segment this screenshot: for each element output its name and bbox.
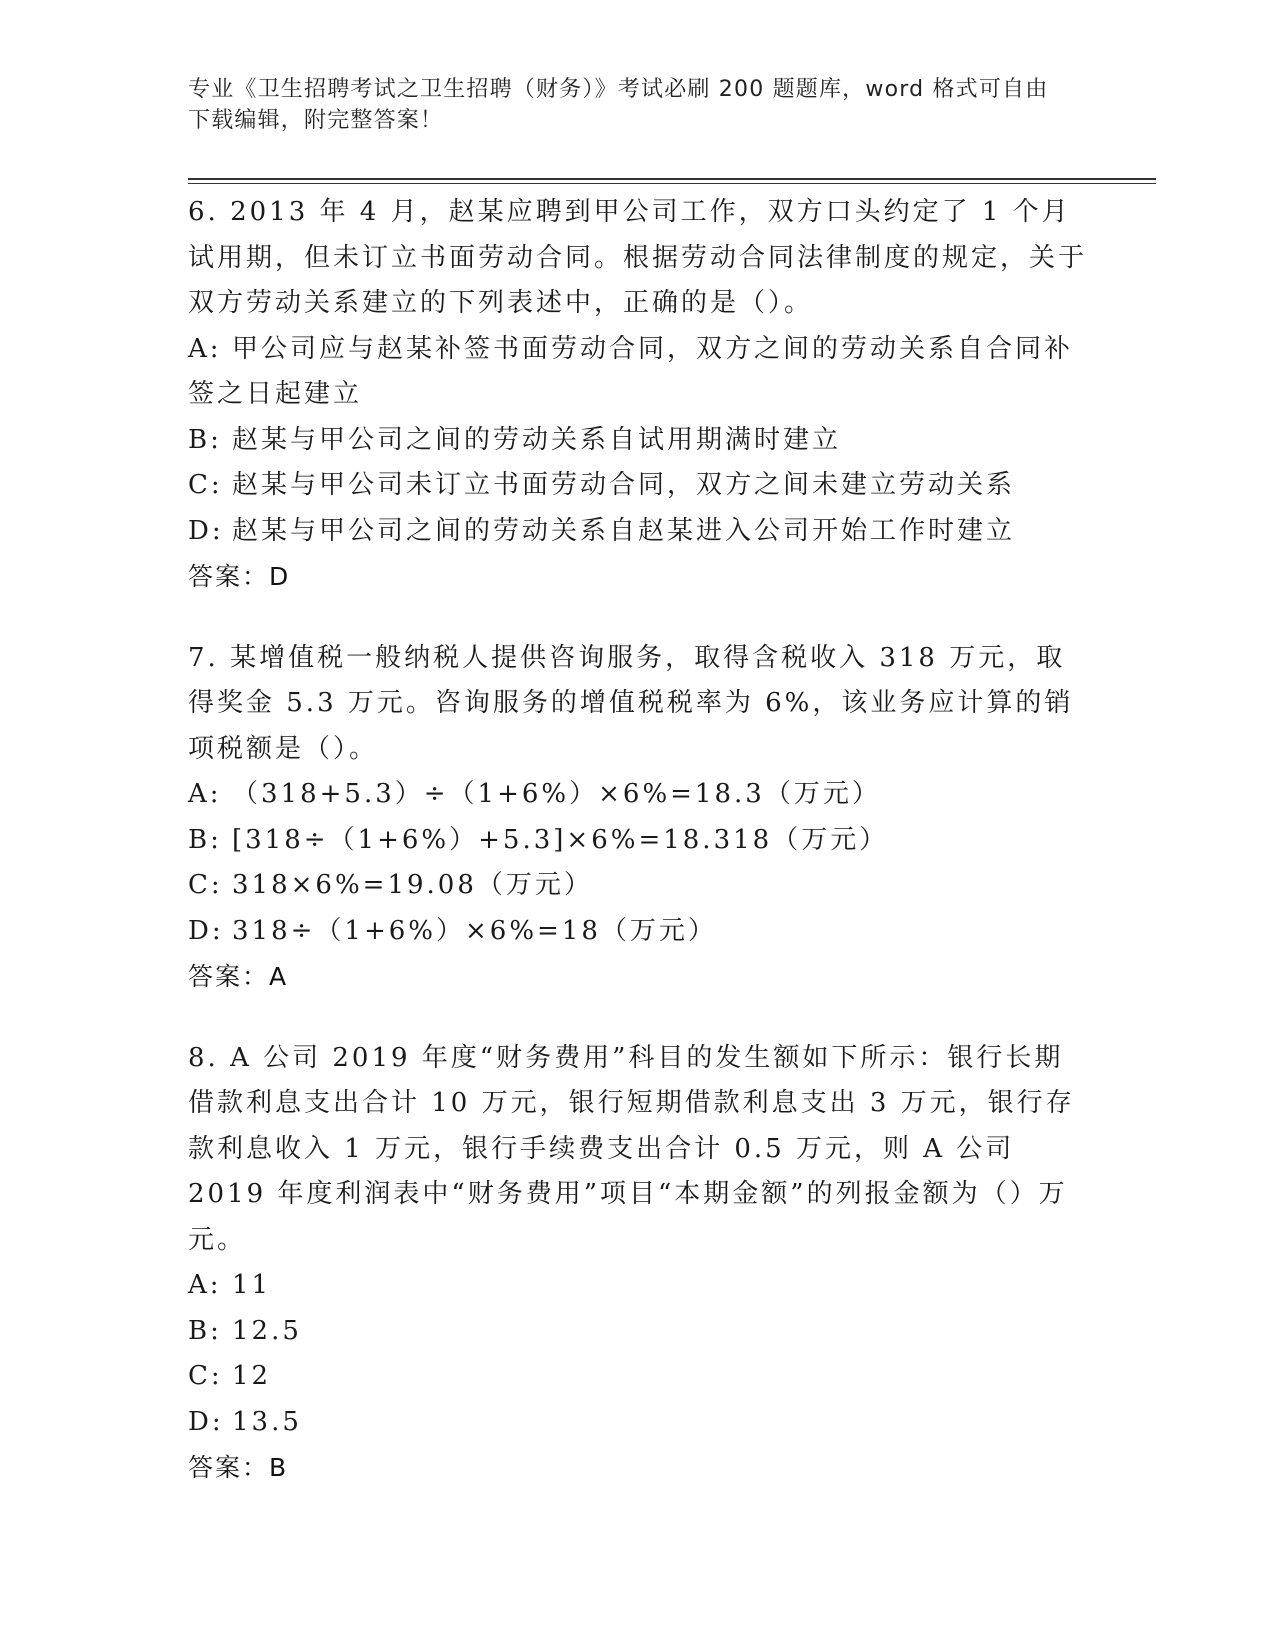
option-a [188,772,1088,818]
option-b [188,418,1088,464]
option-text: 甲公司应与赵某补签书面劳动合同，双方之间的劳动关系自合同补签之日起建立 [188,333,1074,409]
option-d [188,509,1088,555]
option-text: 12 [232,1361,272,1391]
option-text: 13.5 [232,1406,302,1437]
option-text: 赵某与甲公司未订立书面劳动合同，双方之间未建立劳动关系 [232,470,1016,500]
option-key: B: [188,824,222,855]
option-c [188,863,1088,909]
question-7 [188,636,1088,1000]
answer-label: 答案：D [188,562,291,591]
option-text: 11 [232,1270,272,1300]
question-8 [188,1036,1088,1491]
option-a [188,1263,1088,1309]
question-text: 8. A 公司 2019 年度“财务费用”科目的发生额如下所示：银行长期借款利息支出合计 10 万元，银行短期借款利息支出 3 万元，银行存款利息收入 1 万元，银行手续费支出合计 0.5 万元，则 A 公司 2019 年度利润表中“财务费用”项目“本期金额”的列报金额为（）万元。 [188,1042,1075,1255]
header-divider-thin [188,183,1156,184]
option-key: C: [188,1361,223,1391]
header-divider-thick [188,178,1156,180]
option-key: A: [188,779,222,809]
option-c [188,1354,1088,1400]
option-key: D: [188,515,224,546]
option-a [188,327,1088,418]
document-header [188,74,1068,136]
option-text: 12.5 [232,1315,302,1346]
option-b [188,818,1088,864]
option-key: D: [188,1406,224,1437]
option-text: 318×6%=19.08（万元） [232,870,593,900]
option-key: C: [188,870,223,900]
option-c [188,463,1088,509]
option-d [188,909,1088,955]
option-key: B: [188,424,222,455]
option-text: 赵某与甲公司之间的劳动关系自赵某进入公司开始工作时建立 [232,515,1016,546]
question-6 [188,190,1088,600]
option-key: A: [188,1270,222,1300]
option-b [188,1309,1088,1355]
option-text: （318+5.3）÷（1+6%）×6%=18.3（万元） [232,779,881,809]
header-title: 专业《卫生招聘考试之卫生招聘（财务）》考试必刷 200 题题库，word 格式可自由下载编辑，附完整答案！ [188,77,1049,133]
option-key: A: [188,333,222,364]
question-text: 7. 某增值税一般纳税人提供咨询服务，取得含税收入 318 万元，取得奖金 5.3 万元。咨询服务的增值税税率为 6%，该业务应计算的销项税额是（）。 [188,642,1074,764]
answer-label: 答案：B [188,1453,289,1482]
option-key: B: [188,1315,222,1346]
option-text: 赵某与甲公司之间的劳动关系自试用期满时建立 [232,424,842,455]
option-text: [318÷（1+6%）+5.3]×6%=18.318（万元） [232,824,889,855]
question-text: 6. 2013 年 4 月，赵某应聘到甲公司工作，双方口头约定了 1 个月试用期，但未订立书面劳动合同。根据劳动合同法律制度的规定，关于双方劳动关系建立的下列表述中，正确的是（）。 [188,197,1088,318]
answer-label: 答案：A [188,962,289,991]
option-text: 318÷（1+6%）×6%=18（万元） [232,915,717,946]
option-key: D: [188,915,224,946]
question-list [188,190,1088,1527]
option-d [188,1400,1088,1446]
option-key: C: [188,470,223,500]
